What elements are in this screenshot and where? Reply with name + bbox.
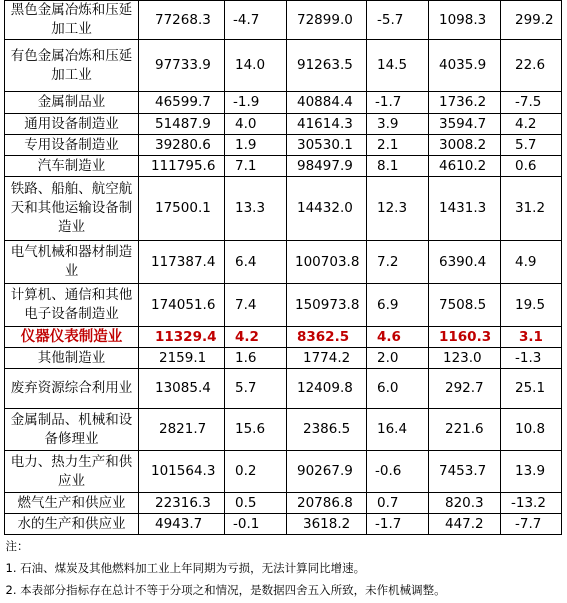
table-row xyxy=(5,1,562,40)
table-row xyxy=(5,156,562,177)
industry-name: 金属制品、机械和设备修理业 xyxy=(5,409,139,451)
table-row xyxy=(5,177,562,241)
table-row xyxy=(5,514,562,535)
cell-value: 2386.5 xyxy=(303,421,351,437)
cell-value: -13.2 xyxy=(511,494,546,511)
cell-value: 4.2 xyxy=(235,328,259,345)
cell-value: 4943.7 xyxy=(155,515,203,532)
cell-value: 14.0 xyxy=(235,57,266,73)
industry-name: 电力、热力生产和供应业 xyxy=(5,451,139,493)
cell-value: 3.1 xyxy=(519,328,543,345)
cell-value: 46599.7 xyxy=(155,94,211,110)
cell-value: 4.6 xyxy=(377,328,401,345)
industry-name: 专用设备制造业 xyxy=(5,135,139,156)
cell-value: 1.6 xyxy=(235,349,257,366)
cell-value: 51487.9 xyxy=(155,115,211,132)
cell-value: 13085.4 xyxy=(155,380,211,396)
industry-name: 仪器仪表制造业 xyxy=(5,327,139,348)
cell-value: 7508.5 xyxy=(439,296,487,313)
industry-name: 水的生产和供应业 xyxy=(5,514,139,535)
cell-value: 0.7 xyxy=(377,494,399,511)
table-row xyxy=(5,348,562,369)
cell-value: 2.1 xyxy=(377,136,399,153)
industry-name: 金属制品业 xyxy=(5,92,139,114)
cell-value: 3594.7 xyxy=(439,115,487,132)
cell-value: 22316.3 xyxy=(155,494,211,511)
industry-name: 通用设备制造业 xyxy=(5,114,139,135)
cell-value: 299.2 xyxy=(515,11,554,28)
notes-title: 注： xyxy=(5,539,29,553)
cell-value: -0.6 xyxy=(375,463,402,479)
cell-value: 2159.1 xyxy=(159,349,207,366)
cell-value: 7.2 xyxy=(377,253,399,270)
cell-value: 41614.3 xyxy=(297,115,353,132)
note-2: 2. 本表部分指标存在总计不等于分项之和情况，是数据四舍五入所致，未作机械调整。 xyxy=(5,583,446,597)
cell-value: 6.9 xyxy=(377,296,399,313)
cell-value: 14.5 xyxy=(377,57,408,73)
industry-name: 废弃资源综合利用业 xyxy=(5,369,139,409)
cell-value: 6.0 xyxy=(377,380,399,396)
cell-value: -1.3 xyxy=(515,349,542,366)
cell-value: 11329.4 xyxy=(155,328,217,345)
cell-value: 17500.1 xyxy=(155,200,211,216)
cell-value: 447.2 xyxy=(445,515,484,532)
table-row xyxy=(5,241,562,284)
cell-value: 6390.4 xyxy=(439,253,487,270)
cell-value: -5.7 xyxy=(377,11,404,28)
table-row xyxy=(5,135,562,156)
cell-value: 7.1 xyxy=(235,157,257,174)
cell-value: 3.9 xyxy=(377,115,399,132)
cell-value: 30530.1 xyxy=(297,136,353,153)
cell-value: 4.2 xyxy=(515,115,537,132)
cell-value: 3618.2 xyxy=(303,515,351,532)
cell-value: 16.4 xyxy=(377,421,408,437)
industry-name: 计算机、通信和其他电子设备制造业 xyxy=(5,284,139,327)
cell-value: 820.3 xyxy=(445,494,484,511)
cell-value: 0.2 xyxy=(235,463,257,479)
table-row xyxy=(5,369,562,409)
cell-value: 97733.9 xyxy=(155,57,211,73)
cell-value: 2821.7 xyxy=(159,421,207,437)
industry-name: 其他制造业 xyxy=(5,348,139,369)
table-row-highlighted xyxy=(5,327,562,348)
table-row xyxy=(5,409,562,451)
notes-row xyxy=(5,535,562,602)
table-row xyxy=(5,493,562,514)
cell-value: 12.3 xyxy=(377,200,408,216)
cell-value: 221.6 xyxy=(445,421,484,437)
cell-value: -1.9 xyxy=(233,94,260,110)
cell-value: 2.0 xyxy=(377,349,399,366)
cell-value: -4.7 xyxy=(233,11,260,28)
cell-value: 90267.9 xyxy=(297,463,353,479)
cell-value: 13.9 xyxy=(515,463,546,479)
table-row xyxy=(5,114,562,135)
cell-value: 292.7 xyxy=(445,380,484,396)
industry-name: 有色金属冶炼和压延加工业 xyxy=(5,40,139,92)
cell-value: 0.6 xyxy=(515,157,537,174)
cell-value: 111795.6 xyxy=(151,157,216,174)
cell-value: 1774.2 xyxy=(303,349,351,366)
table-notes xyxy=(5,535,562,601)
cell-value: 77268.3 xyxy=(155,11,211,28)
cell-value: 98497.9 xyxy=(297,157,353,174)
cell-value: 150973.8 xyxy=(295,296,360,313)
cell-value: 117387.4 xyxy=(151,253,216,270)
table-row xyxy=(5,40,562,92)
cell-value: 1431.3 xyxy=(439,200,487,216)
cell-value: 0.5 xyxy=(235,494,257,511)
cell-value: -7.5 xyxy=(515,94,542,110)
cell-value: 22.6 xyxy=(515,57,546,73)
industry-name: 燃气生产和供应业 xyxy=(5,493,139,514)
industry-name: 铁路、船舶、航空航天和其他运输设备制造业 xyxy=(5,177,139,241)
cell-value: 19.5 xyxy=(515,296,546,313)
cell-value: 8362.5 xyxy=(297,328,350,345)
cell-value: -7.7 xyxy=(515,515,542,532)
cell-value: 1.9 xyxy=(235,136,257,153)
cell-value: 7453.7 xyxy=(439,463,487,479)
cell-value: 13.3 xyxy=(235,200,266,216)
cell-value: 4035.9 xyxy=(439,57,487,73)
industry-stats-table xyxy=(4,0,562,601)
cell-value: 40884.4 xyxy=(297,94,353,110)
cell-value: 1160.3 xyxy=(439,328,492,345)
cell-value: 20786.8 xyxy=(297,494,353,511)
cell-value: 25.1 xyxy=(515,380,546,396)
cell-value: 31.2 xyxy=(515,200,546,216)
cell-value: 6.4 xyxy=(235,253,257,270)
cell-value: 5.7 xyxy=(235,380,257,396)
cell-value: 72899.0 xyxy=(297,11,353,28)
cell-value: 12409.8 xyxy=(297,380,353,396)
cell-value: 101564.3 xyxy=(151,463,216,479)
industry-name: 电气机械和器材制造业 xyxy=(5,241,139,284)
cell-value: 4.0 xyxy=(235,115,257,132)
cell-value: 7.4 xyxy=(235,296,257,313)
note-1: 1. 石油、煤炭及其他燃料加工业上年同期为亏损，无法计算同比增速。 xyxy=(5,561,366,575)
cell-value: 4.9 xyxy=(515,253,537,270)
cell-value: 10.8 xyxy=(515,421,546,437)
cell-value: -1.7 xyxy=(375,94,402,110)
industry-name: 汽车制造业 xyxy=(5,156,139,177)
cell-value: 1736.2 xyxy=(439,94,487,110)
cell-value: 100703.8 xyxy=(295,253,360,270)
cell-value: 14432.0 xyxy=(297,200,353,216)
cell-value: 5.7 xyxy=(515,136,537,153)
cell-value: -1.7 xyxy=(375,515,402,532)
cell-value: 3008.2 xyxy=(439,136,487,153)
table-row xyxy=(5,284,562,327)
cell-value: 91263.5 xyxy=(297,57,353,73)
cell-value: 4610.2 xyxy=(439,157,487,174)
cell-value: 15.6 xyxy=(235,421,266,437)
cell-value: 174051.6 xyxy=(151,296,216,313)
cell-value: 123.0 xyxy=(443,349,482,366)
table-row xyxy=(5,92,562,114)
cell-value: -0.1 xyxy=(233,515,260,532)
cell-value: 8.1 xyxy=(377,157,399,174)
cell-value: 1098.3 xyxy=(439,11,487,28)
table-row xyxy=(5,451,562,493)
industry-name: 黑色金属冶炼和压延加工业 xyxy=(5,1,139,40)
cell-value: 39280.6 xyxy=(155,136,211,153)
